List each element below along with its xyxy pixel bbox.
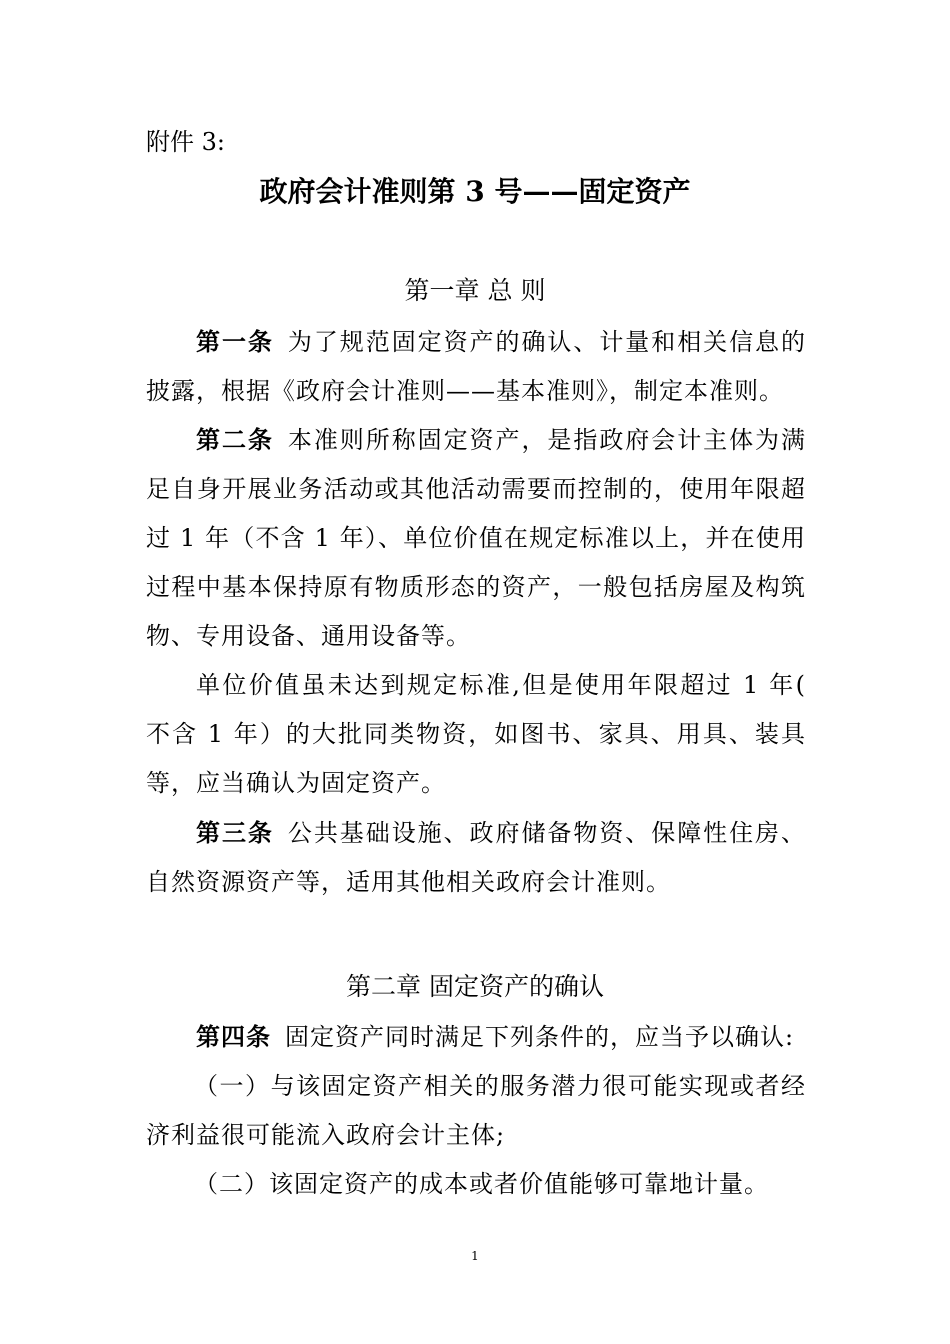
article-4-item-1 xyxy=(146,1062,806,1160)
document-title: 政府会计准则第 3 号——固定资产 xyxy=(259,175,691,208)
article-3 xyxy=(146,809,806,907)
attachment-label: 附件 3: xyxy=(146,128,225,156)
page-number: 1 xyxy=(471,1249,479,1263)
article-1-label: 第一条 xyxy=(196,328,274,356)
chapter-2-heading: 第二章 固定资产的确认 xyxy=(346,972,604,1001)
article-2-paragraph-2-text: 单位价值虽未达到规定标准,但是使用年限超过 1 年( 不含 1 年）的大批同类物资，如图书、家具、用具、装具等，应当确认为固定资产。 xyxy=(146,671,806,797)
article-1-text: 为了规范固定资产的确认、计量和相关信息的披露，根据《政府会计准则——基本准则》，制定本准则。 xyxy=(146,328,807,405)
article-2-label: 第二条 xyxy=(196,426,274,454)
article-2-text: 本准则所称固定资产，是指政府会计主体为满足自身开展业务活动或其他活动需要而控制的，使用年限超过 1 年（不含 1 年）、单位价值在规定标准以上，并在使用过程中基本保持原有物质形态的资产，一般包括房屋及构筑物、专用设备、通用设备等。 xyxy=(146,426,807,650)
article-4-item-1-text: （一）与该固定资产相关的服务潜力很可能实现或者经济利益很可能流入政府会计主体; xyxy=(146,1072,806,1149)
chapter-1-heading: 第一章 总 则 xyxy=(404,276,546,305)
article-2 xyxy=(146,416,806,661)
article-2-paragraph-2 xyxy=(146,661,806,808)
article-4-item-2 xyxy=(146,1160,806,1209)
article-1 xyxy=(146,318,806,416)
article-4-item-2-text: （二）该固定资产的成本或者价值能够可靠地计量。 xyxy=(194,1170,769,1198)
article-3-text: 公共基础设施、政府储备物资、保障性住房、自然资源资产等，适用其他相关政府会计准则。 xyxy=(146,819,807,896)
article-4-label: 第四条 xyxy=(196,1023,271,1051)
article-4-text: 固定资产同时满足下列条件的，应当予以确认: xyxy=(285,1023,795,1051)
article-3-label: 第三条 xyxy=(196,819,274,847)
article-4 xyxy=(146,1013,806,1062)
